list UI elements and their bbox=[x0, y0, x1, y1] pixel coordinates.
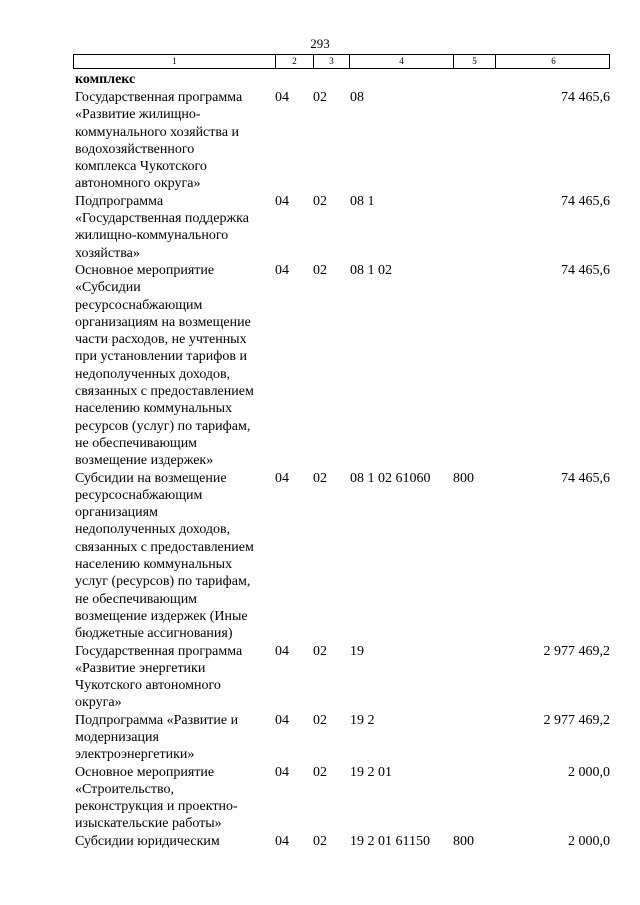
row-section-code: 04 bbox=[275, 712, 289, 728]
row-description: Подпрограмма «Развитие и модернизация электроэнергетики» bbox=[75, 712, 239, 763]
row-target-article-code: 19 bbox=[350, 643, 364, 659]
row-expense-type-code bbox=[453, 193, 495, 262]
row-subsection-code: 02 bbox=[313, 470, 327, 486]
column-number-4: 4 bbox=[350, 55, 454, 68]
section-continuation-label: комплекс bbox=[75, 72, 136, 87]
table-row bbox=[75, 712, 610, 764]
table-row bbox=[75, 89, 610, 193]
page-number: 293 bbox=[310, 36, 330, 51]
column-number-2: 2 bbox=[276, 55, 314, 68]
row-expense-type-code: 800 bbox=[453, 470, 474, 486]
table-row bbox=[75, 470, 610, 643]
row-expense-type-code bbox=[453, 712, 495, 764]
row-description: Субсидии юридическим bbox=[75, 833, 220, 849]
row-target-article-code: 08 bbox=[350, 90, 364, 105]
column-number-3: 3 bbox=[314, 55, 350, 68]
row-amount: 74 465,6 bbox=[561, 90, 610, 105]
table-row bbox=[75, 193, 610, 262]
row-section-code: 04 bbox=[275, 764, 289, 780]
row-amount: 2 977 469,2 bbox=[543, 712, 610, 728]
row-amount: 2 977 469,2 bbox=[543, 643, 610, 659]
row-amount: 74 465,6 bbox=[561, 470, 610, 486]
column-number-6: 6 bbox=[551, 56, 556, 66]
row-expense-type-code bbox=[453, 643, 495, 712]
row-expense-type-code bbox=[453, 262, 495, 470]
row-section-code: 04 bbox=[275, 643, 289, 659]
row-description: Основное мероприятие «Субсидии ресурсоснабжающим организациям на возмещение части расходов, не учтенных при установлении тарифов и недополученных доходов, связанных с предоставлением населению коммунальных ресурсов (услуг) по тарифам, не обеспечивающим возмещение издержек» bbox=[75, 262, 254, 469]
row-amount: 74 465,6 bbox=[561, 193, 610, 209]
row-amount: 2 000,0 bbox=[568, 833, 610, 849]
row-subsection-code: 02 bbox=[313, 262, 327, 278]
row-target-article-code: 19 2 01 bbox=[350, 764, 392, 780]
row-description: Основное мероприятие «Строительство, реконструкция и проектно- изыскательские работы» bbox=[75, 764, 238, 832]
row-target-article-code: 08 1 bbox=[350, 193, 375, 209]
row-description: Подпрограмма «Государственная поддержка жилищно-коммунального хозяйства» bbox=[75, 193, 249, 261]
row-section-code: 04 bbox=[275, 193, 289, 209]
row-description: Субсидии на возмещение ресурсоснабжающим организациям недополученных доходов, связанных с предоставлением населению коммунальных услуг (ресурсов) по тарифам, не обеспечивающим возмещение издержек (Иные бюджетные ассигнования) bbox=[75, 470, 254, 642]
table-row bbox=[75, 764, 610, 833]
column-number-1: 1 bbox=[74, 55, 276, 68]
table-row bbox=[75, 833, 610, 850]
row-expense-type-code bbox=[453, 764, 495, 833]
budget-table-body bbox=[75, 89, 610, 850]
row-subsection-code: 02 bbox=[313, 712, 327, 728]
row-description: Государственная программа «Развитие жилищно- коммунального хозяйства и водохозяйственного комплекса Чукотского автономного округа» bbox=[75, 90, 243, 192]
row-subsection-code: 02 bbox=[313, 90, 327, 105]
row-target-article-code: 08 1 02 61060 bbox=[350, 470, 431, 486]
column-number-header bbox=[73, 54, 610, 69]
table-row bbox=[75, 643, 610, 712]
row-section-code: 04 bbox=[275, 470, 289, 486]
row-amount: 74 465,6 bbox=[561, 262, 610, 278]
row-description: Государственная программа «Развитие энергетики Чукотского автономного округа» bbox=[75, 643, 243, 711]
row-section-code: 04 bbox=[275, 90, 289, 105]
table-row bbox=[75, 262, 610, 470]
row-subsection-code: 02 bbox=[313, 833, 327, 849]
row-expense-type-code: 800 bbox=[453, 833, 474, 849]
row-section-code: 04 bbox=[275, 262, 289, 278]
row-target-article-code: 19 2 bbox=[350, 712, 375, 728]
row-expense-type-code bbox=[453, 89, 495, 193]
row-amount: 2 000,0 bbox=[568, 764, 610, 780]
row-subsection-code: 02 bbox=[313, 193, 327, 209]
row-target-article-code: 19 2 01 61150 bbox=[350, 833, 430, 849]
column-number-5: 5 bbox=[454, 55, 496, 68]
row-target-article-code: 08 1 02 bbox=[350, 262, 392, 278]
row-subsection-code: 02 bbox=[313, 643, 327, 659]
row-section-code: 04 bbox=[275, 833, 289, 849]
row-subsection-code: 02 bbox=[313, 764, 327, 780]
